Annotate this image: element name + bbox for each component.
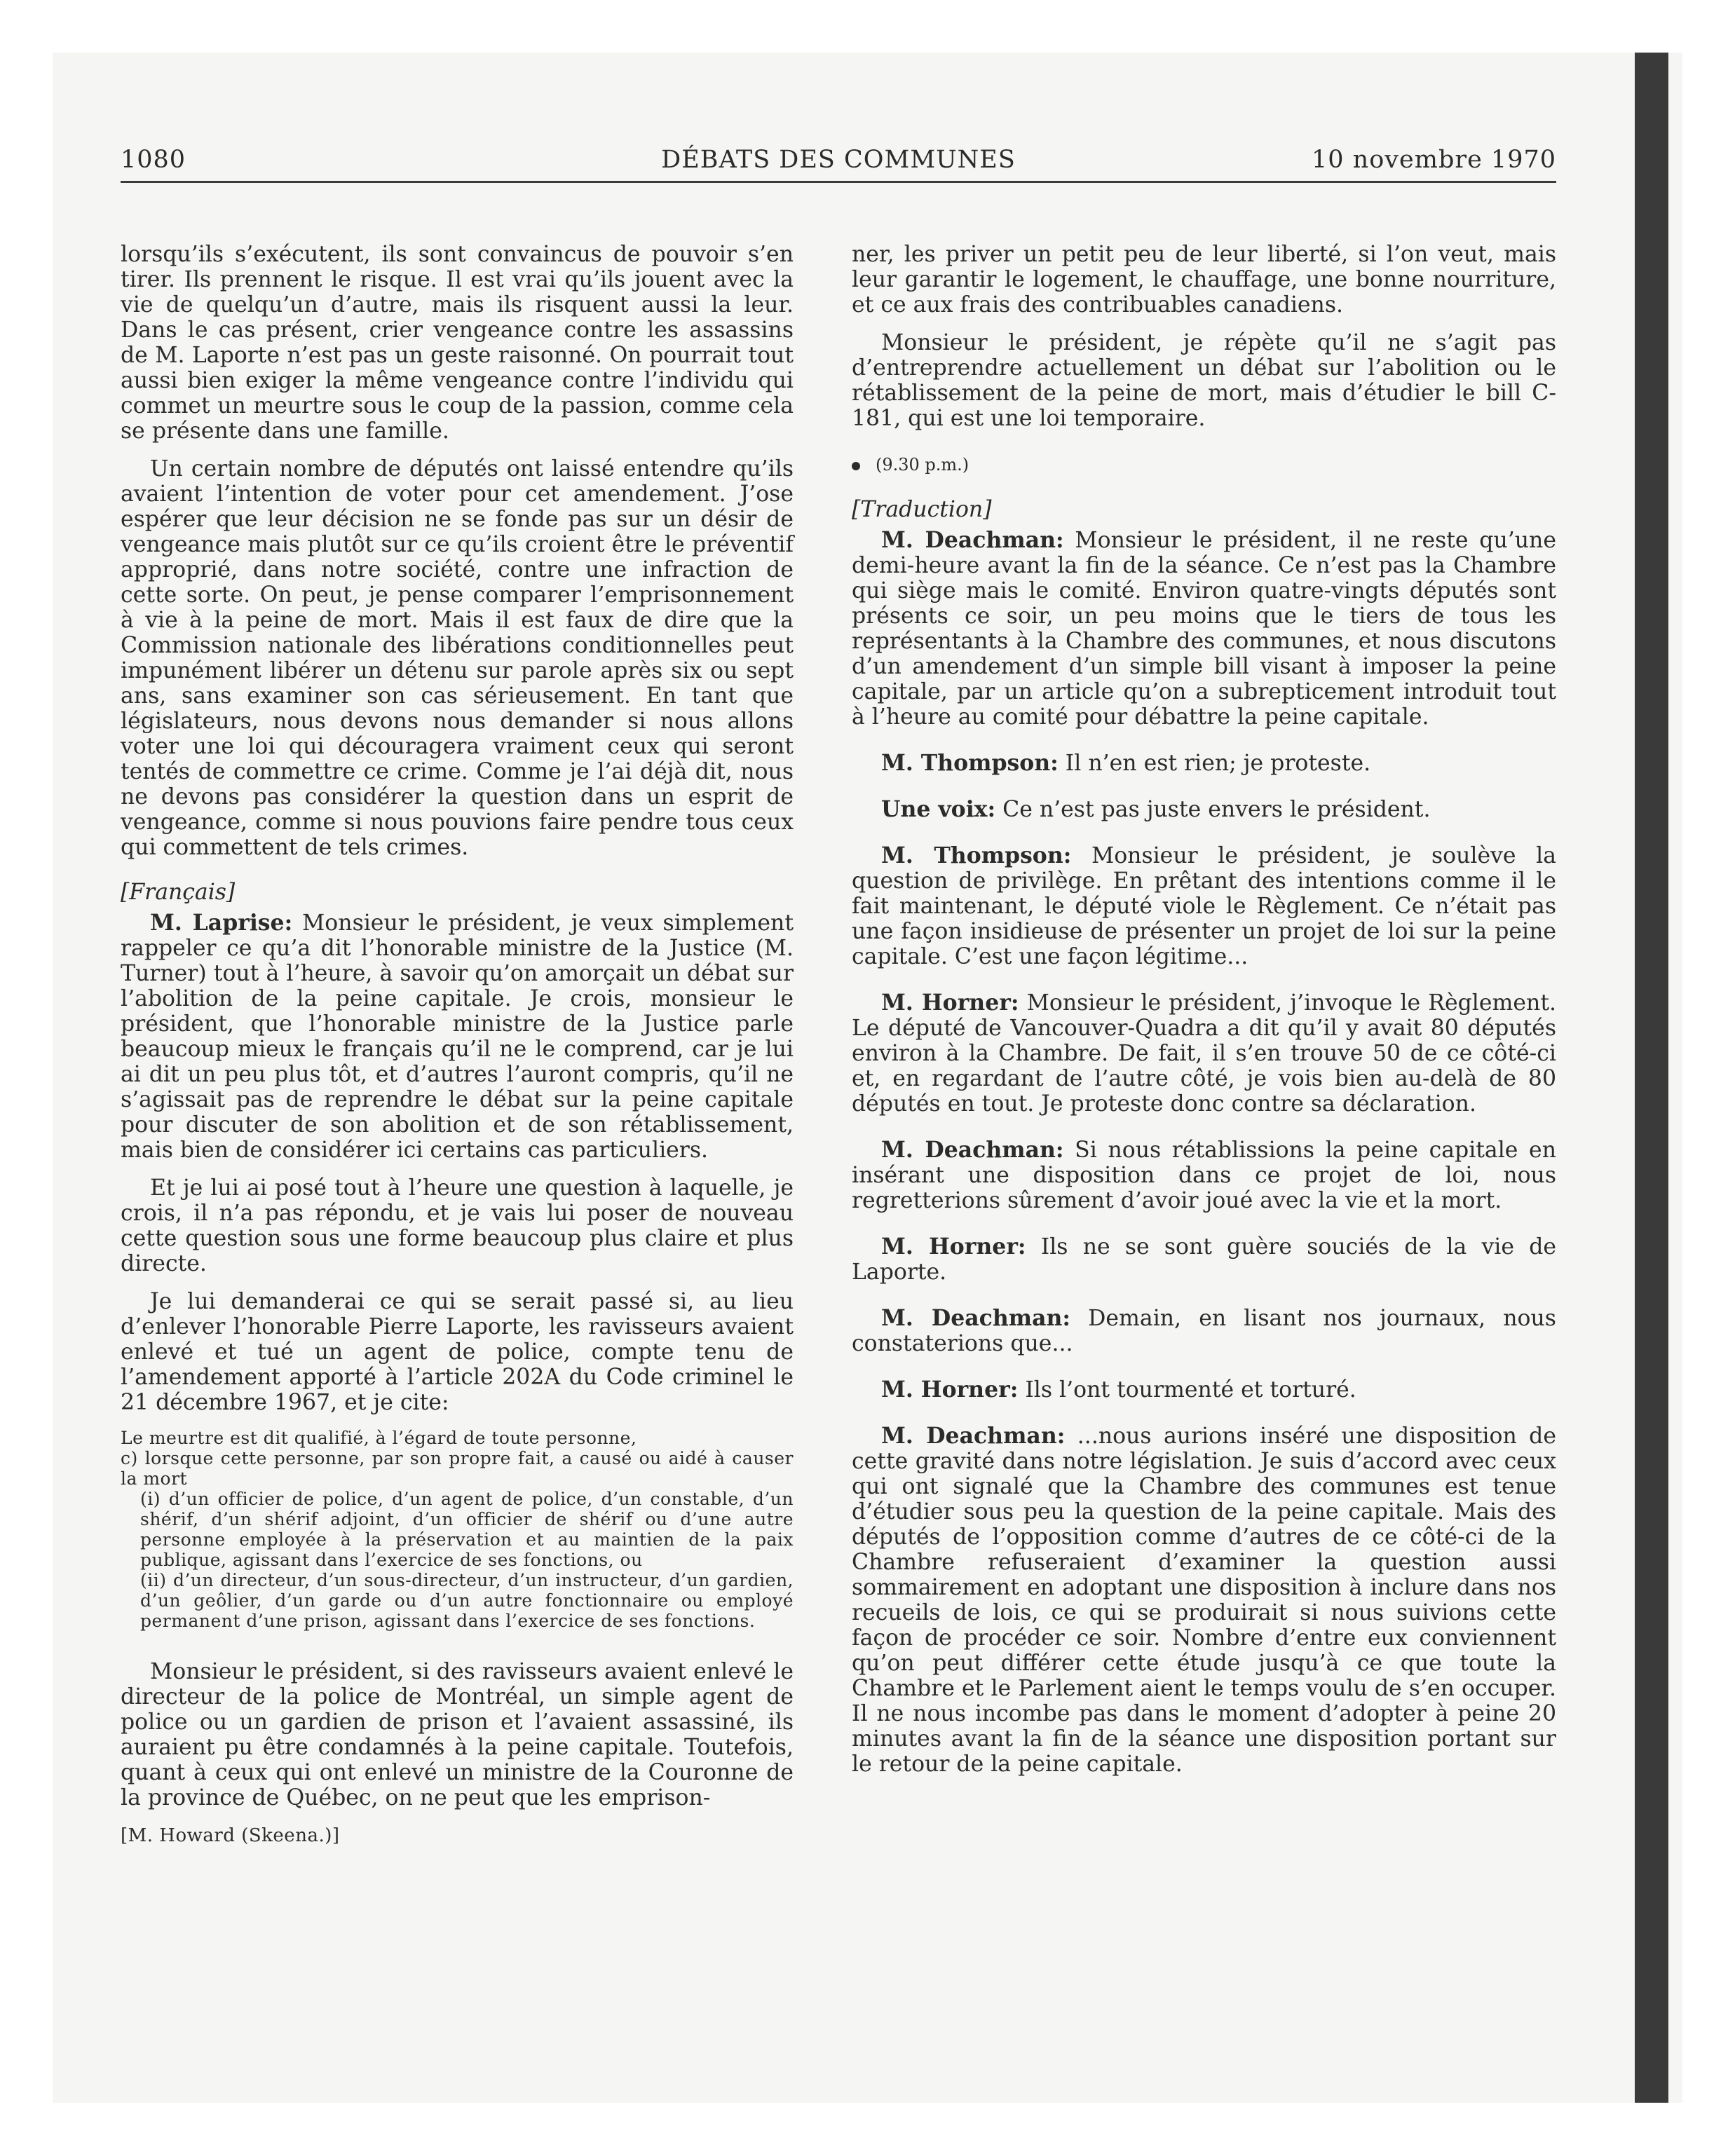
- quote-line: (ii) d’un directeur, d’un sous-directeur, d’un instructeur, d’un gardien, d’un geôlier, d’un garde ou d’un autre fonctionnaire ou employé permanent d’une prison, agissant dans l’exercice de ses fonctions.: [140, 1570, 794, 1631]
- speech: [852, 1377, 1556, 1403]
- speaker-name: M. Horner:: [881, 1234, 1026, 1260]
- speaker-name: M. Horner:: [881, 1377, 1019, 1403]
- speaker-name: M. Thompson:: [881, 842, 1072, 868]
- header-rule: [121, 181, 1556, 183]
- speech-text: Si nous rétablissions la peine capitale en insérant une disposition dans ce projet de loi, nous regretterions sûrement d’avoir joué avec la vie et la mort.: [852, 1138, 1556, 1213]
- time-marker: [852, 452, 1556, 477]
- speech-text: ...nous aurions inséré une disposition de cette gravité dans notre législation. Je suis d’accord avec ceux qui ont signalé que la Chambre des communes est tenue d’étudier sous peu la question de la peine capitale. Mais des députés de l’opposition comme d’autres de ce côté-ci de la Chambre refuseraient d’examiner la question aussi sommairement en adoptant une disposition à inclure dans nos recueils de lois, ce qui se produirait si nous suivions cette façon de procéder ce soir. Nombre d’entre eux conviennent qu’on peut différer cette étude jusqu’à ce que toute la Chambre et le Parlement aient le temps voulu de s’en occuper. Il ne nous incombe pas dans le moment d’adopter à peine 20 minutes avant la fin de la séance une disposition portant sur le retour de la peine capitale.: [852, 1424, 1556, 1777]
- speech-text: Monsieur le président, je veux simplement rappeler ce qu’a dit l’honorable ministre de la Justice (M. Turner) tout à l’heure, à savoir qu’on amorçait un débat sur l’abolition de la peine capitale. Je crois, monsieur le président, que l’honorable ministre de la Justice parle beaucoup mieux le français qu’il ne le comprend, car je lui ai dit un peu plus tôt, et d’autres l’auront compris, qu’il ne s’agissait pas de reprendre le débat sur la peine capitale pour discuter de son abolition et de son rétablissement, mais bien de considérer ici certains cas particuliers.: [121, 910, 794, 1163]
- speech-text: Il n’en est rien; je proteste.: [1058, 751, 1371, 776]
- language-note: [Français]: [121, 880, 236, 905]
- language-note: [Traduction]: [852, 497, 992, 522]
- page-date: 10 novembre 1970: [1312, 146, 1556, 174]
- speaker-name: M. Deachman:: [881, 1423, 1066, 1449]
- paragraph: Monsieur le président, si des ravisseurs avaient enlevé le directeur de la police de Montréal, un simple agent de police ou un gardien de prison et l’avaient assassiné, ils auraient pu être condamnés à la peine capitale. Toutefois, quant à ceux qui ont enlevé un ministre de la Couronne de la province de Québec, on ne peut que les emprison-: [121, 1659, 794, 1810]
- paragraph: ner, les priver un petit peu de leur liberté, si l’on veut, mais leur garantir le logement, le chauffage, une bonne nourriture, et ce aux frais des contribuables canadiens.: [852, 242, 1556, 318]
- paragraph: Et je lui ai posé tout à l’heure une question à laquelle, je crois, il n’a pas répondu, et je vais lui poser de nouveau cette question sous une forme beaucoup plus claire et plus directe.: [121, 1175, 794, 1276]
- speech-text: Monsieur le président, je soulève la question de privilège. En prêtant des intentions comme il le fait maintenant, le député viole le Règlement. Ce n’était pas une façon insidieuse de présenter un projet de loi sur la peine capitale. C’est une façon légitime...: [852, 843, 1556, 969]
- speech-text: Monsieur le président, j’invoque le Règlement. Le député de Vancouver-Quadra a dit qu’il y avait 80 députés environ à la Chambre. De fait, il s’en trouve 50 de ce côté-ci et, en regardant de l’autre côté, je vois bien au-delà de 80 députés en tout. Je proteste donc contre sa déclaration.: [852, 990, 1556, 1117]
- page-title: DÉBATS DES COMMUNES: [661, 146, 1016, 174]
- legal-quotation: [121, 1428, 794, 1631]
- speech-text: Ils ne se sont guère souciés de la vie de Laporte.: [852, 1234, 1556, 1285]
- speaker-name: M. Horner:: [881, 990, 1019, 1016]
- speech: [852, 1306, 1556, 1356]
- speech: [852, 528, 1556, 730]
- speech-text: Ce n’est pas juste envers le président.: [995, 797, 1431, 822]
- speaker-name: M. Deachman:: [881, 527, 1064, 553]
- speech: [852, 990, 1556, 1117]
- speaker-name: Une voix:: [881, 796, 996, 822]
- speech: [852, 1234, 1556, 1285]
- paragraph: Monsieur le président, je répète qu’il ne s’agit pas d’entreprendre actuellement un débat sur l’abolition ou le rétablissement de la peine de mort, mais d’étudier le bill C-181, qui est une loi temporaire.: [852, 330, 1556, 431]
- page-number: 1080: [121, 146, 186, 174]
- page-footer: [M. Howard (Skeena.)]: [121, 1825, 340, 1846]
- paragraph: Un certain nombre de députés ont laissé entendre qu’ils avaient l’intention de voter pour cet amendement. J’ose espérer que leur décision ne se fonde pas sur un désir de vengeance mais plutôt sur ce qu’ils croient être le préventif approprié, dans notre société, contre une infraction de cette sorte. On peut, je pense comparer l’emprisonnement à vie à la peine de mort. Mais il est faux de dire que la Commission nationale des libérations conditionnelles peut impunément libérer un détenu sur parole après six ou sept ans, sans examiner son cas sérieusement. En tant que législateurs, nous devons nous demander si nous allons voter une loi qui découragera vraiment ceux qui seront tentés de commettre ce crime. Comme je l’ai déjà dit, nous ne devons pas considérer la question dans un esprit de vengeance, comme si nous pouvions faire pendre tous ceux qui commettent de tels crimes.: [121, 456, 794, 860]
- speech: [852, 797, 1556, 822]
- binding-edge: [1635, 53, 1668, 2103]
- quote-line: (i) d’un officier de police, d’un agent de police, d’un constable, d’un shérif, d’un shérif adjoint, d’un officier de shérif ou d’une autre personne employée à la préservation et au maintien de la paix publique, agissant dans l’exercice de ses fonctions, ou: [140, 1489, 794, 1570]
- speech: [852, 843, 1556, 969]
- left-column: [121, 242, 794, 1848]
- quote-line: Le meurtre est dit qualifié, à l’égard de toute personne,: [121, 1428, 637, 1448]
- speech-text: Monsieur le président, il ne reste qu’une demi-heure avant la fin de la séance. Ce n’est pas la Chambre qui siège mais le comité. Environ quatre-vingts députés sont présents ce soir, un peu moins que le tiers de tous les représentants à la Chambre des communes, et nous discutons d’un amendement d’un simple bill visant à imposer la peine capitale, par un article qu’on a subrepticement introduit tout à l’heure au comité pour débattre la peine capitale.: [852, 528, 1556, 730]
- speech-text: Ils l’ont tourmenté et torturé.: [1018, 1377, 1356, 1403]
- speech: [852, 1138, 1556, 1213]
- speech: [121, 910, 794, 1163]
- paragraph: Je lui demanderai ce qui se serait passé si, au lieu d’enlever l’honorable Pierre Laporte, les ravisseurs avaient enlevé et tué un agent de police, compte tenu de l’amendement apporté à l’article 202A du Code criminel le 21 décembre 1967, et je cite:: [121, 1289, 794, 1415]
- speaker-name: M. Thompson:: [881, 750, 1059, 776]
- speaker-name: M. Deachman:: [881, 1305, 1071, 1331]
- speech-text: Demain, en lisant nos journaux, nous constaterions que...: [852, 1306, 1556, 1356]
- speech: [852, 1424, 1556, 1777]
- right-column: [852, 242, 1556, 1798]
- time-text: (9.30 p.m.): [876, 455, 969, 475]
- speech: [852, 751, 1556, 776]
- speaker-name: M. Laprise:: [150, 910, 293, 936]
- paragraph: lorsqu’ils s’exécutent, ils sont convaincus de pouvoir s’en tirer. Ils prennent le risque. Il est vrai qu’ils jouent avec la vie de quelqu’un d’autre, mais ils risquent aussi la leur. Dans le cas présent, crier vengeance contre les assassins de M. Laporte n’est pas un geste raisonné. On pourrait tout aussi bien exiger la même vengeance contre l’individu qui commet un meurtre sous le coup de la passion, comme cela se présente dans une famille.: [121, 242, 794, 444]
- running-header: [121, 146, 1556, 181]
- quote-line: c) lorsque cette personne, par son propre fait, a causé ou aidé à causer la mort: [121, 1448, 794, 1489]
- speaker-name: M. Deachman:: [881, 1137, 1064, 1163]
- bullet-icon: [852, 462, 860, 470]
